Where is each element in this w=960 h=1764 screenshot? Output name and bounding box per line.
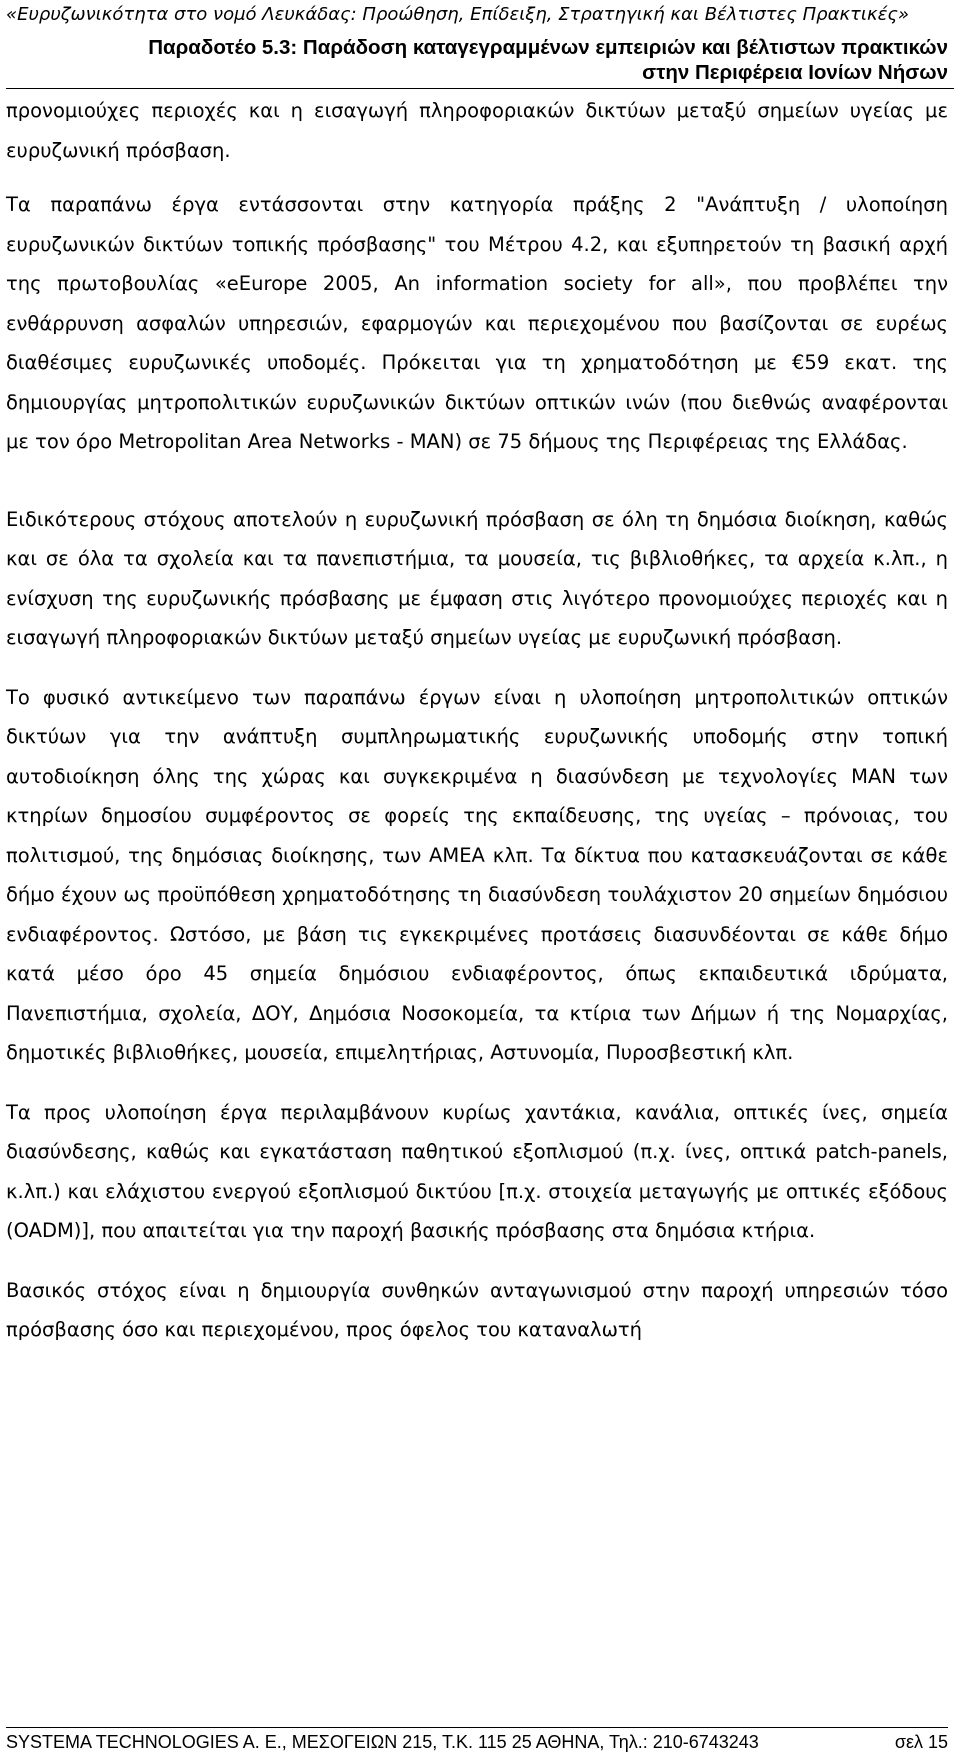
deliverable-title [6, 35, 948, 85]
paragraph: Βασικός στόχος είναι η δημιουργία συνθηκών ανταγωνισμού στην παροχή υπηρεσιών τόσο πρόσβασης όσο και περιεχομένου, προς όφελος του καταναλωτή [6, 1278, 948, 1341]
paragraph: προνομιούχες περιοχές και η εισαγωγή πληροφοριακών δικτύων μεταξύ σημείων υγείας με ευρυζωνική πρόσβαση. [6, 99, 948, 162]
deliverable-title-line-2: στην Περιφέρεια Ιονίων Νήσων [642, 61, 948, 84]
paragraph: Τα παραπάνω έργα εντάσσονται στην κατηγορία πράξης 2 "Ανάπτυξη / υλοποίηση ευρυζωνικών δικτύων τοπικής πρόσβασης" του Μέτρου 4.2, και εξυπηρετούν τη βασική αρχή της πρωτοβουλίας «eEurope 2005, An information society for all», που προβλέπει την ενθάρρυνση ασφαλών υπηρεσιών, εφαρμογών και περιεχομένου που βασίζονται σε ευρέως διαθέσιμες ευρυζωνικές υποδομές. Πρόκειται για τη χρηματοδότηση με €59 εκατ. της δημιουργίας μητροπολιτικών ευρυζωνικών δικτύων οπτικών ινών (που διεθνώς αναφέρονται με τον όρο Metropolitan Area Networks - MAN) σε 75 δήμους της Περιφέρειας της Ελλάδας. [6, 193, 948, 453]
footer-company: SYSTEMA TECHNOLOGIES A. E., ΜΕΣΟΓΕΙΩΝ 215, Τ.Κ. 115 25 ΑΘΗΝΑ, Τηλ.: 210-6743243 [6, 1732, 759, 1752]
body-text [6, 88, 948, 1350]
paragraph: Τα προς υλοποίηση έργα περιλαμβάνουν κυρίως χαντάκια, κανάλια, οπτικές ίνες, σημεία διασύνδεσης, καθώς και εγκατάσταση παθητικού εξοπλισμού (π.χ. ίνες, οπτικά patch-panels, κ.λπ.) και ελάχιστου ενεργού εξοπλισμού δικτύου [π.χ. στοιχεία μεταγωγής με οπτικές εξόδους (OADM)], που απαιτείται για την παροχή βασικής πρόσβασης στα δημόσια κτήρια. [6, 1100, 948, 1242]
deliverable-title-line-1: Παραδοτέο 5.3: Παράδοση καταγεγραμμένων εμπειριών και βέλτιστων πρακτικών [148, 36, 948, 59]
page-number: σελ 15 [894, 1732, 948, 1752]
page-footer [6, 1727, 948, 1753]
paragraph: Το φυσικό αντικείμενο των παραπάνω έργων είναι η υλοποίηση μητροπολιτικών οπτικών δικτύων για την ανάπτυξη συμπληρωματικής ευρυζωνικής υποδομής στην τοπική αυτοδιοίκηση όλης της χώρας και συγκεκριμένα η διασύνδεση με τεχνολογίες MAN των κτηρίων δημοσίου συμφέροντος σε φορείς της εκπαίδευσης, της υγείας – πρόνοιας, του πολιτισμού, της δημόσιας διοίκησης, των ΑΜΕΑ κλπ. Τα δίκτυα που κατασκευάζονται σε κάθε δήμο έχουν ως προϋπόθεση χρηματοδότησης τη διασύνδεση τουλάχιστον 20 σημείων δημόσιου ενδιαφέροντος. Ωστόσο, με βάση τις εγκεκριμένες προτάσεις διασυνδέονται σε κάθε δήμο κατά μέσο όρο 45 σημεία δημόσιου ενδιαφέροντος, όπως εκπαιδευτικά ιδρύματα, Πανεπιστήμια, σχολεία, ΔΟΥ, Δημόσια Νοσοκομεία, τα κτίρια των Δήμων ή της Νομαρχίας, δημοτικές βιβλιοθήκες, μουσεία, επιμελητήριας, Αστυνομία, Πυροσβεστική κλπ. [6, 685, 948, 1064]
paragraph: Ειδικότερους στόχους αποτελούν η ευρυζωνική πρόσβαση σε όλη τη δημόσια διοίκηση, καθώς και σε όλα τα σχολεία και τα πανεπιστήμια, τα μουσεία, τις βιβλιοθήκες, τα αρχεία κ.λπ., η ενίσχυση της ευρυζωνικής πρόσβασης με έμφαση στις λιγότερο προνομιούχες περιοχές και η εισαγωγή πληροφοριακών δικτύων μεταξύ σημείων υγείας με ευρυζωνική πρόσβαση. [6, 507, 948, 649]
project-title: «Ευρυζωνικότητα στο νομό Λευκάδας: Προώθηση, Επίδειξη, Στρατηγική και Βέλτιστες Πρακτικές» [6, 4, 909, 25]
page-header [6, 0, 954, 89]
document-page [6, 0, 954, 1764]
